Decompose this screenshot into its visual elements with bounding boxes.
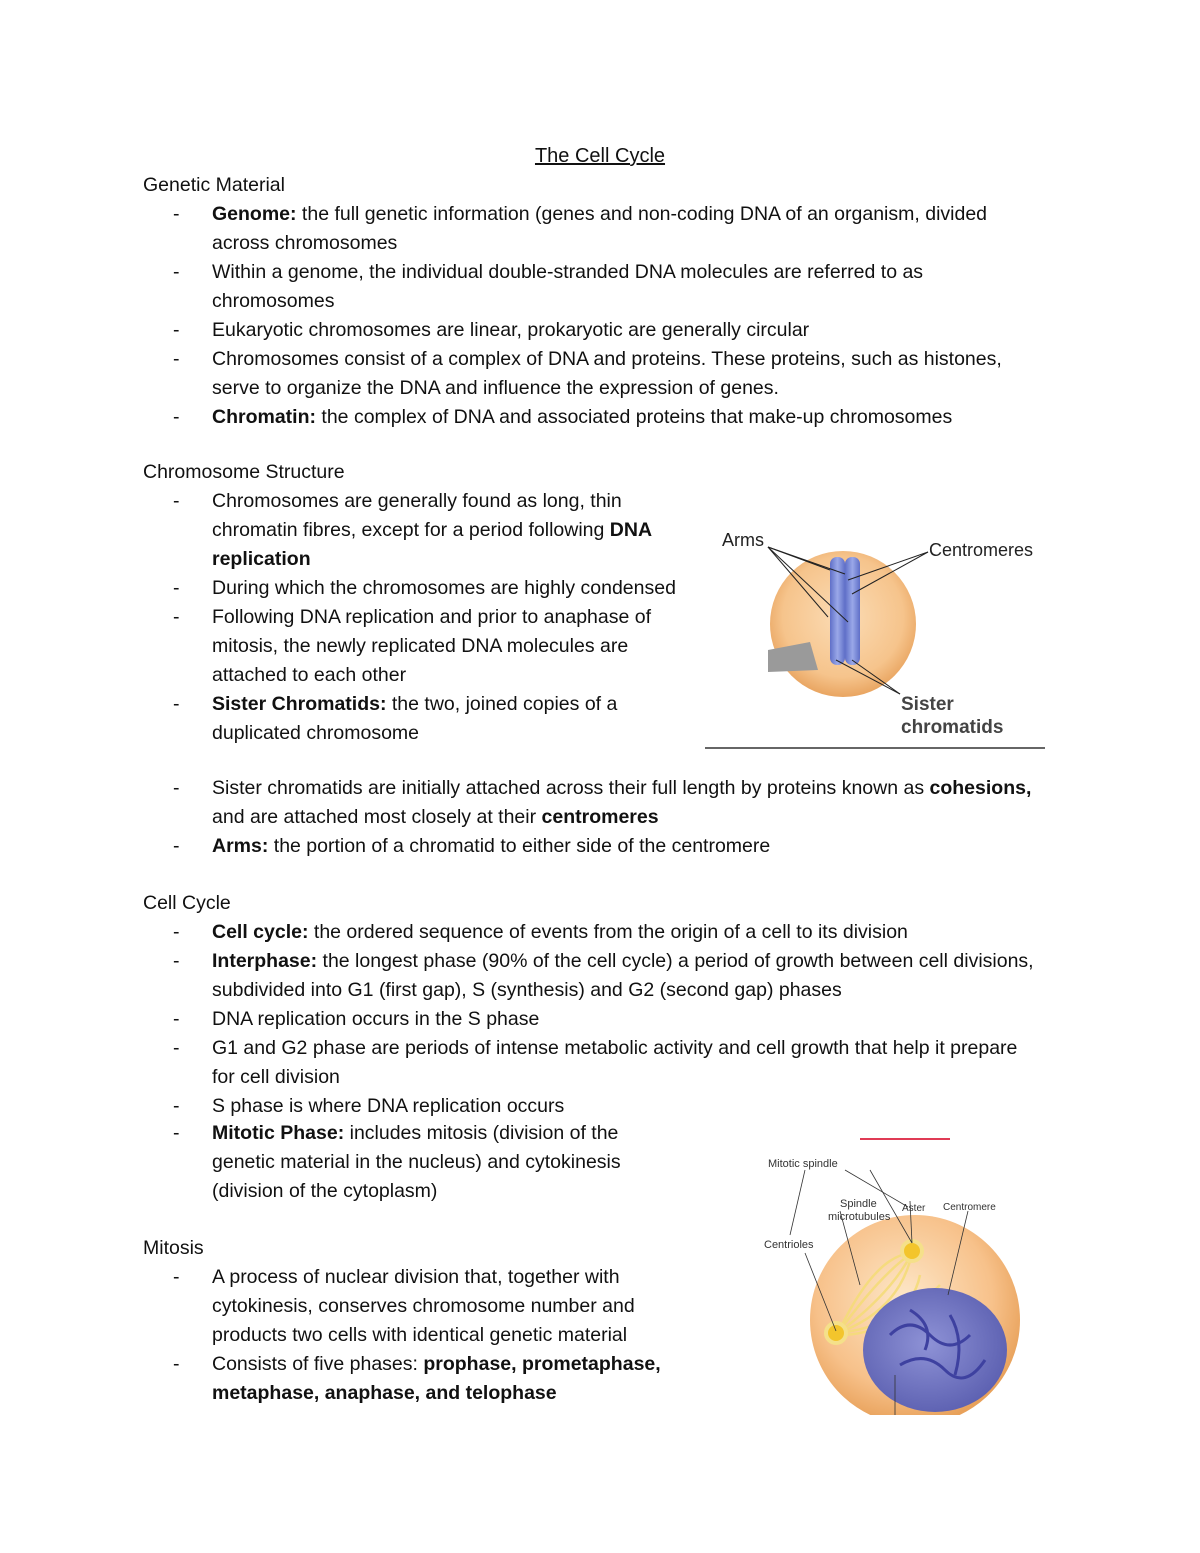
label-centromeres: Centromeres [929,540,1034,560]
item-text: Chromosomes are generally found as long, thin chromatin fibres, except for a period following [212,490,622,541]
chromosome-structure-list-wide [0,774,1040,861]
bullet-dash: - [173,348,180,370]
bullet-dash: - [173,950,180,972]
bullet-dash: - [173,921,180,943]
cell-cycle-list-narrow [0,1119,680,1206]
item-text: During which the chromosomes are highly condensed [212,577,676,599]
term-chromatin: Chromatin: [212,406,316,428]
list-item [0,574,680,603]
list-item [0,1263,700,1350]
item-text: S phase is where DNA replication occurs [212,1095,565,1117]
bullet-dash: - [173,693,180,715]
cell-cycle-list-wide [0,918,1040,1121]
list-item [0,947,1040,1005]
label-spindle: Spindle [840,1198,877,1210]
chromatid-right [845,557,860,665]
list-item [0,200,1040,258]
bullet-dash: - [173,1008,180,1030]
page-title: The Cell Cycle [534,145,666,167]
bullet-dash: - [173,406,180,428]
label-centromere: Centromere [943,1202,996,1213]
item-text: Chromosomes consist of a complex of DNA and proteins. These proteins, such as histones, serve to organize the DNA and influence the expression of genes. [212,348,1002,399]
term-centromeres: centromeres [541,806,659,828]
label-aster: Aster [902,1203,926,1214]
bullet-dash: - [173,606,180,628]
list-item [0,487,680,574]
label-arms: Arms [722,530,764,550]
item-text: the complex of DNA and associated proteins that make-up chromosomes [316,406,953,428]
term-phases: prophase, prometaphase, metaphase, anaphase, and telophase [212,1353,661,1404]
term-sister-chromatids: Sister Chromatids: [212,693,387,715]
list-item [0,1034,1040,1092]
bullet-dash: - [173,1266,180,1288]
term-genome: Genome: [212,203,297,225]
item-text: A process of nuclear division that, together with cytokinesis, conserves chromosome number and products two cells with identical genetic material [212,1266,635,1346]
item-text: Consists of five phases: [212,1353,424,1375]
label-sister: Sister [901,694,954,715]
genetic-material-list [0,200,1040,432]
item-text: G1 and G2 phase are periods of intense metabolic activity and cell growth that help it prepare for cell division [212,1037,1018,1088]
bullet-dash: - [173,1353,180,1375]
list-item [0,1092,1040,1121]
item-text: and are attached most closely at their [212,806,542,828]
list-item [0,603,680,690]
item-text: the full genetic information (genes and non-coding DNA of an organism, divided across chromosomes [212,203,988,254]
label-centrioles: Centrioles [764,1239,814,1251]
bullet-dash: - [173,490,180,512]
item-text: includes mitosis (division of the genetic material in the nucleus) and cytokinesis (division of the cytoplasm) [212,1122,621,1202]
list-item [0,258,1040,316]
bullet-dash: - [173,319,180,341]
list-item [0,316,1040,345]
item-text: Eukaryotic chromosomes are linear, prokaryotic are generally circular [212,319,810,341]
list-item [0,345,1040,403]
item-text: the portion of a chromatid to either side of the centromere [268,835,771,857]
bullet-dash: - [173,835,180,857]
term-cohesions: cohesions, [929,777,1032,799]
item-text: the ordered sequence of events from the origin of a cell to its division [308,921,908,943]
bullet-dash: - [173,1095,180,1117]
item-text: the two, joined copies of a duplicated chromosome [212,693,618,744]
bullet-dash: - [173,1122,180,1144]
list-item [0,403,1040,432]
list-item [0,1119,680,1206]
mitotic-cell-figure [750,1135,1020,1415]
section-heading-cell-cycle: Cell Cycle [143,892,231,914]
section-heading-chromosome-structure: Chromosome Structure [143,461,345,483]
term-dna-replication: DNA replication [212,519,652,570]
label-mitotic-spindle: Mitotic spindle [768,1158,838,1170]
term-interphase: Interphase: [212,950,318,972]
list-item [0,690,680,748]
list-item [0,832,1040,861]
term-mitotic-phase: Mitotic Phase: [212,1122,345,1144]
mitosis-list [0,1263,700,1408]
list-item [0,918,1040,947]
aster-left [826,1323,846,1343]
chromosome-figure [700,522,1050,754]
item-text: the longest phase (90% of the cell cycle) a period of growth between cell divisions, subdivided into G1 (first gap), S (synthesis) and G2 (second gap) phases [212,950,1034,1001]
bullet-dash: - [173,261,180,283]
bullet-dash: - [173,203,180,225]
term-cell-cycle: Cell cycle: [212,921,309,943]
bullet-dash: - [173,1037,180,1059]
list-item [0,1350,700,1408]
bullet-dash: - [173,777,180,799]
nucleus [863,1288,1007,1412]
item-text: Following DNA replication and prior to anaphase of mitosis, the newly replicated DNA molecules are attached to each other [212,606,652,686]
section-heading-genetic-material: Genetic Material [143,174,285,196]
label-microtubules: microtubules [828,1211,891,1223]
term-arms: Arms: [212,835,269,857]
section-heading-mitosis: Mitosis [143,1237,204,1259]
label-chromatids: chromatids [901,717,1004,738]
list-item [0,1005,1040,1034]
chromosome-structure-list-narrow [0,487,680,748]
bullet-dash: - [173,577,180,599]
aster-top [902,1241,922,1261]
list-item [0,774,1040,832]
item-text: Sister chromatids are initially attached across their full length by proteins known as [212,777,930,799]
item-text: DNA replication occurs in the S phase [212,1008,540,1030]
item-text: Within a genome, the individual double-stranded DNA molecules are referred to as chromosomes [212,261,924,312]
